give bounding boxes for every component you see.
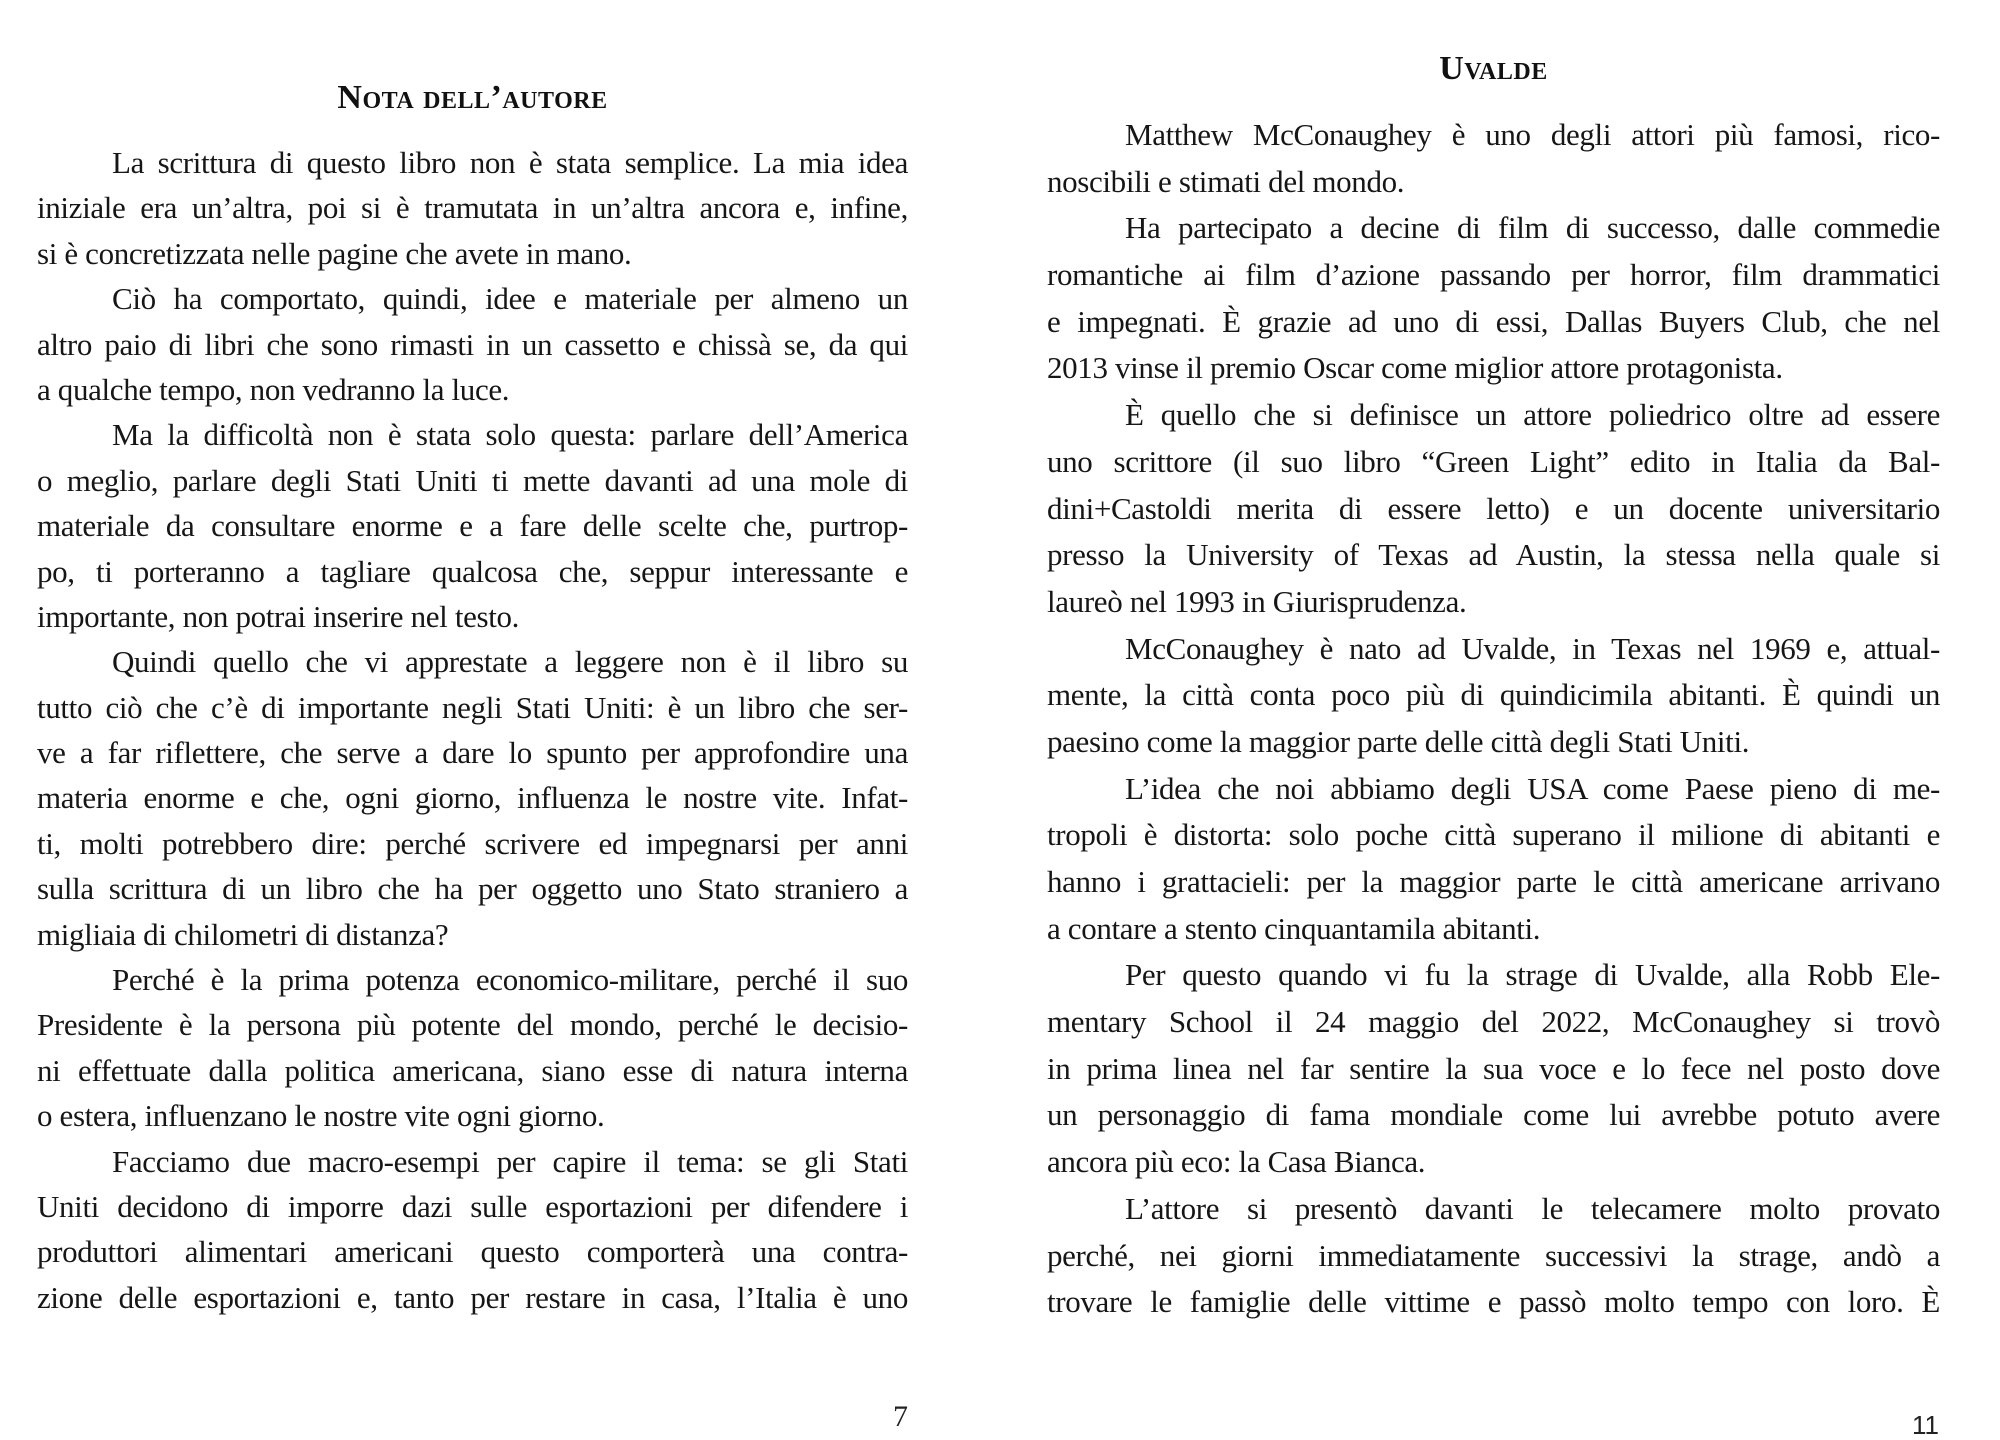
text-line: o meglio, parlare degli Stati Uniti ti mette davanti ad una mole di — [37, 462, 908, 498]
text-line: iniziale era un’altra, poi si è tramutata in un’altra ancora e, infine, — [37, 190, 908, 226]
chapter-title: Nota dell’autore — [337, 78, 608, 116]
paragraph — [37, 276, 908, 412]
text-line: altro paio di libri che sono rimasti in un cassetto e chissà se, da qui — [37, 326, 908, 362]
text-line: zione delle esportazioni e, tanto per restare in casa, l’Italia è uno — [37, 1279, 908, 1315]
text-line: ni effettuate dalla politica americana, siano esse di natura interna — [37, 1052, 908, 1088]
paragraph — [1047, 112, 1940, 205]
text-line: trovare le famiglie delle vittime e passò molto tempo con loro. È — [1047, 1284, 1940, 1320]
text-line: mentary School il 24 maggio del 2022, McConaughey si trovò — [1047, 1004, 1940, 1040]
text-line: sulla scrittura di un libro che ha per oggetto uno Stato straniero a — [37, 871, 908, 907]
page-number: 11 — [1912, 1410, 1939, 1440]
text-line: Quindi quello che vi apprestate a leggere non è il libro su — [112, 644, 908, 680]
paragraph — [37, 140, 908, 276]
text-line: laureò nel 1993 in Giurisprudenza. — [1047, 583, 1467, 619]
text-line: La scrittura di questo libro non è stata semplice. La mia idea — [112, 145, 908, 180]
text-line: Perché è la prima potenza economico-militare, perché il suo — [112, 962, 908, 998]
text-line: e impegnati. È grazie ad uno di essi, Dallas Buyers Club, che nel — [1047, 303, 1940, 339]
paragraph — [37, 1139, 908, 1321]
left-page — [0, 0, 1000, 1433]
text-line: importante, non potrai inserire nel testo. — [37, 598, 520, 634]
text-line: uno scrittore (il suo libro “Green Light” edito in Italia da Bal- — [1047, 443, 1940, 479]
paragraph — [1047, 392, 1940, 625]
text-line: un personaggio di fama mondiale come lui avrebbe potuto avere — [1047, 1097, 1940, 1133]
text-line: perché, nei giorni immediatamente successivi la strage, andò a — [1047, 1237, 1940, 1273]
text-line: L’idea che noi abbiamo degli USA come Paese pieno di me- — [1125, 770, 1940, 806]
text-line: Uniti decidono di imporre dazi sulle esportazioni per difendere i — [37, 1188, 908, 1224]
text-line: Ma la difficoltà non è stata solo questa: parlare dell’America — [112, 417, 908, 453]
text-line: o estera, influenzano le nostre vite ogni giorno. — [37, 1098, 605, 1134]
text-line: Per questo quando vi fu la strage di Uvalde, alla Robb Ele- — [1125, 957, 1940, 993]
text-line: È quello che si definisce un attore poliedrico oltre ad essere — [1125, 397, 1940, 433]
text-line: in prima linea nel far sentire la sua voce e lo fece nel posto dove — [1047, 1050, 1940, 1086]
text-line: Matthew McConaughey è uno degli attori più famosi, rico- — [1125, 117, 1940, 152]
text-line: materiale da consultare enorme e a fare delle scelte che, purtrop- — [37, 508, 908, 544]
text-line: L’attore si presentò davanti le telecamere molto provato — [1125, 1190, 1940, 1226]
paragraph — [37, 957, 908, 1139]
paragraph — [1047, 952, 1940, 1185]
text-line: McConaughey è nato ad Uvalde, in Texas nel 1969 e, attual- — [1125, 630, 1940, 666]
text-line: dini+Castoldi merita di essere letto) e un docente universitario — [1047, 490, 1940, 526]
text-line: tropoli è distorta: solo poche città superano il milione di abitanti e — [1047, 817, 1940, 853]
chapter-title: Uvalde — [1439, 49, 1548, 87]
paragraph — [1047, 205, 1940, 392]
text-line: hanno i grattacieli: per la maggior parte le città americane arrivano — [1047, 864, 1940, 899]
paragraph — [1047, 1186, 1940, 1326]
right-page — [1000, 0, 2000, 1440]
text-line: mente, la città conta poco più di quindicimila abitanti. È quindi un — [1047, 677, 1940, 713]
text-line: po, ti porteranno a tagliare qualcosa che, seppur interessante e — [37, 553, 908, 589]
text-line: Ciò ha comportato, quindi, idee e materiale per almeno un — [112, 281, 908, 317]
text-line: 2013 vinse il premio Oscar come miglior attore protagonista. — [1047, 350, 1783, 386]
text-line: ve a far riflettere, che serve a dare lo spunto per approfondire una — [37, 735, 908, 771]
page-number: 7 — [893, 1400, 908, 1433]
text-line: a contare a stento cinquantamila abitanti. — [1047, 910, 1541, 946]
text-line: romantiche ai film d’azione passando per horror, film drammatici — [1047, 257, 1940, 293]
text-line: materia enorme e che, ogni giorno, influenza le nostre vite. Infat- — [37, 780, 908, 816]
text-line: noscibili e stimati del mondo. — [1047, 163, 1405, 199]
text-line: Presidente è la persona più potente del mondo, perché le decisio- — [37, 1007, 908, 1043]
paragraph — [37, 412, 908, 639]
paragraph — [37, 639, 908, 957]
text-line: presso la University of Texas ad Austin, la stessa nella quale si — [1047, 537, 1940, 573]
paragraph — [1047, 626, 1940, 766]
text-line: a qualche tempo, non vedranno la luce. — [37, 371, 510, 407]
text-line: Ha partecipato a decine di film di successo, dalle commedie — [1125, 210, 1940, 246]
body-text — [37, 140, 908, 1320]
text-line: ancora più eco: la Casa Bianca. — [1047, 1144, 1426, 1180]
paragraph — [1047, 766, 1940, 953]
text-line: produttori alimentari americani questo comporterà una contra- — [37, 1234, 908, 1270]
text-line: paesino come la maggior parte delle città degli Stati Uniti. — [1047, 723, 1750, 759]
text-line: ti, molti potrebbero dire: perché scrivere ed impegnarsi per anni — [37, 825, 908, 861]
body-text — [1047, 112, 1940, 1326]
text-line: tutto ciò che c’è di importante negli Stati Uniti: è un libro che ser- — [37, 689, 908, 725]
text-line: migliaia di chilometri di distanza? — [37, 916, 449, 952]
text-line: si è concretizzata nelle pagine che avete in mano. — [37, 235, 632, 271]
text-line: Facciamo due macro-esempi per capire il tema: se gli Stati — [112, 1143, 908, 1179]
